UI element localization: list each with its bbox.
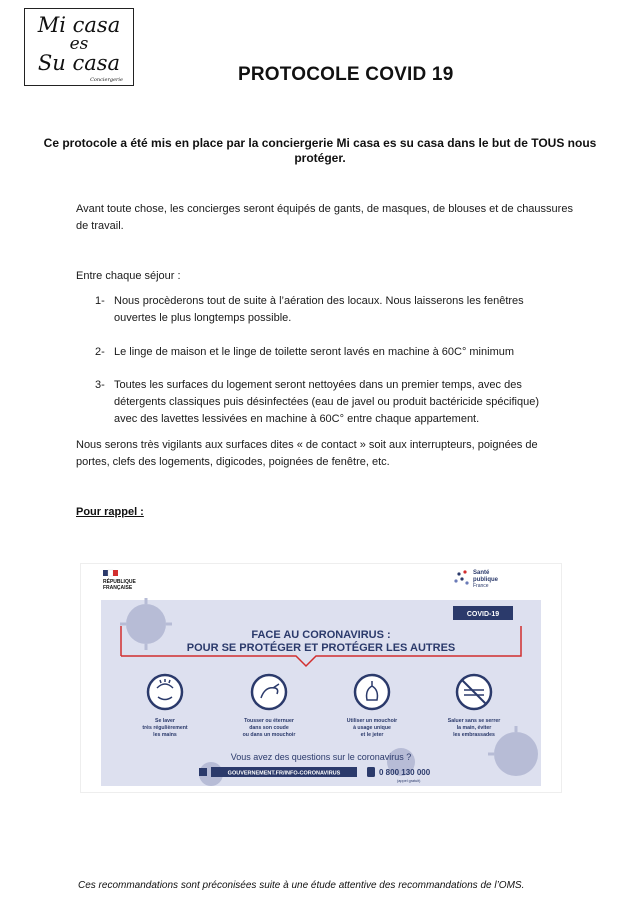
phone-number: 0 800 130 000 bbox=[379, 768, 431, 777]
elbow-cough-icon bbox=[252, 675, 286, 709]
republique-line-2: FRANÇAISE bbox=[103, 585, 133, 591]
item-1-line-3: les mains bbox=[153, 732, 177, 738]
list-item bbox=[95, 293, 560, 327]
equipment-paragraph: Avant toute chose, les concierges seront équipés de gants, de masques, de blouses et de chaussures de travail. bbox=[76, 203, 573, 232]
reminder-heading: Pour rappel : bbox=[76, 506, 144, 518]
logo-line-4: Conciergerie bbox=[90, 77, 123, 83]
website-text: GOUVERNEMENT.FR/INFO-CORONAVIRUS bbox=[227, 770, 341, 777]
list-item bbox=[95, 377, 560, 428]
intro-paragraph: Ce protocole a été mis en place par la conciergerie Mi casa es su casa dans le but de TOUS nous protéger. bbox=[43, 136, 597, 165]
item-4-line-1: Saluer sans se serrer bbox=[447, 718, 501, 724]
item-3-line-3: et le jeter bbox=[360, 732, 384, 738]
sante-line-2: publique bbox=[473, 577, 498, 583]
item-4-line-3: les embrassades bbox=[453, 732, 495, 738]
item-1-line-2: très régulièrement bbox=[142, 725, 188, 731]
logo-line-2: es bbox=[69, 34, 89, 54]
item-2-line-1: Tousser ou éternuer bbox=[244, 718, 294, 724]
conciergerie-logo bbox=[24, 8, 134, 86]
covid-badge-label: COVID-19 bbox=[466, 611, 500, 618]
logo-line-3: Su casa bbox=[37, 51, 121, 75]
poster-graphic bbox=[81, 564, 561, 792]
logo-line-1: Mi casa bbox=[37, 13, 121, 37]
item-2-line-3: ou dans un mouchoir bbox=[242, 732, 296, 738]
list-text: Le linge de maison et le linge de toilette seront lavés en machine à 60C° minimum bbox=[114, 346, 515, 358]
footer-note: Ces recommandations sont préconisées suite à une étude attentive des recommandations de l’OMS. bbox=[78, 880, 525, 891]
list-text: Nous procèderons tout de suite à l’aération des locaux. Nous laisserons les fenêtres ouvertes le plus longtemps possible. bbox=[114, 295, 524, 324]
list-item bbox=[95, 344, 560, 361]
between-stays-heading: Entre chaque séjour : bbox=[76, 270, 181, 282]
sante-line-1: Santé bbox=[473, 570, 490, 576]
tissue-icon bbox=[355, 675, 389, 709]
contact-surfaces-paragraph: Nous serons très vigilants aux surfaces dites « de contact » soit aux interrupteurs, poignées de portes, clefs des logements, digicodes, poignées de fenêtre, etc. bbox=[76, 439, 538, 468]
republique-line-1: RÉPUBLIQUE bbox=[103, 579, 136, 585]
list-number: 3- bbox=[95, 379, 105, 391]
poster-headline-2: POUR SE PROTÉGER ET PROTÉGER LES AUTRES bbox=[186, 642, 456, 654]
item-3-line-1: Utiliser un mouchoir bbox=[346, 718, 398, 724]
item-2-line-2: dans son coude bbox=[249, 725, 289, 731]
item-1-line-1: Se laver bbox=[155, 718, 175, 724]
sante-line-3: France bbox=[473, 583, 489, 589]
coronavirus-poster bbox=[80, 563, 562, 793]
poster-headline-1: FACE AU CORONAVIRUS : bbox=[251, 629, 391, 641]
list-text: Toutes les surfaces du logement seront nettoyées dans un premier temps, avec des détergents classiques puis désinfectées (eau de javel ou produit bactéricide spécifique) avec des lavettes lessivées en machine à 60C° entre chaque appartement. bbox=[114, 379, 539, 425]
computer-icon bbox=[199, 768, 207, 776]
phone-icon bbox=[367, 767, 375, 777]
list-number: 2- bbox=[95, 346, 105, 358]
page-title: PROTOCOLE COVID 19 bbox=[238, 64, 454, 85]
item-4-line-2: la main, éviter bbox=[456, 725, 492, 731]
item-3-line-2: à usage unique bbox=[353, 725, 391, 731]
list-number: 1- bbox=[95, 295, 105, 307]
phone-note: (appel gratuit) bbox=[397, 779, 421, 783]
question-text: Vous avez des questions sur le coronavirus ? bbox=[230, 752, 412, 762]
